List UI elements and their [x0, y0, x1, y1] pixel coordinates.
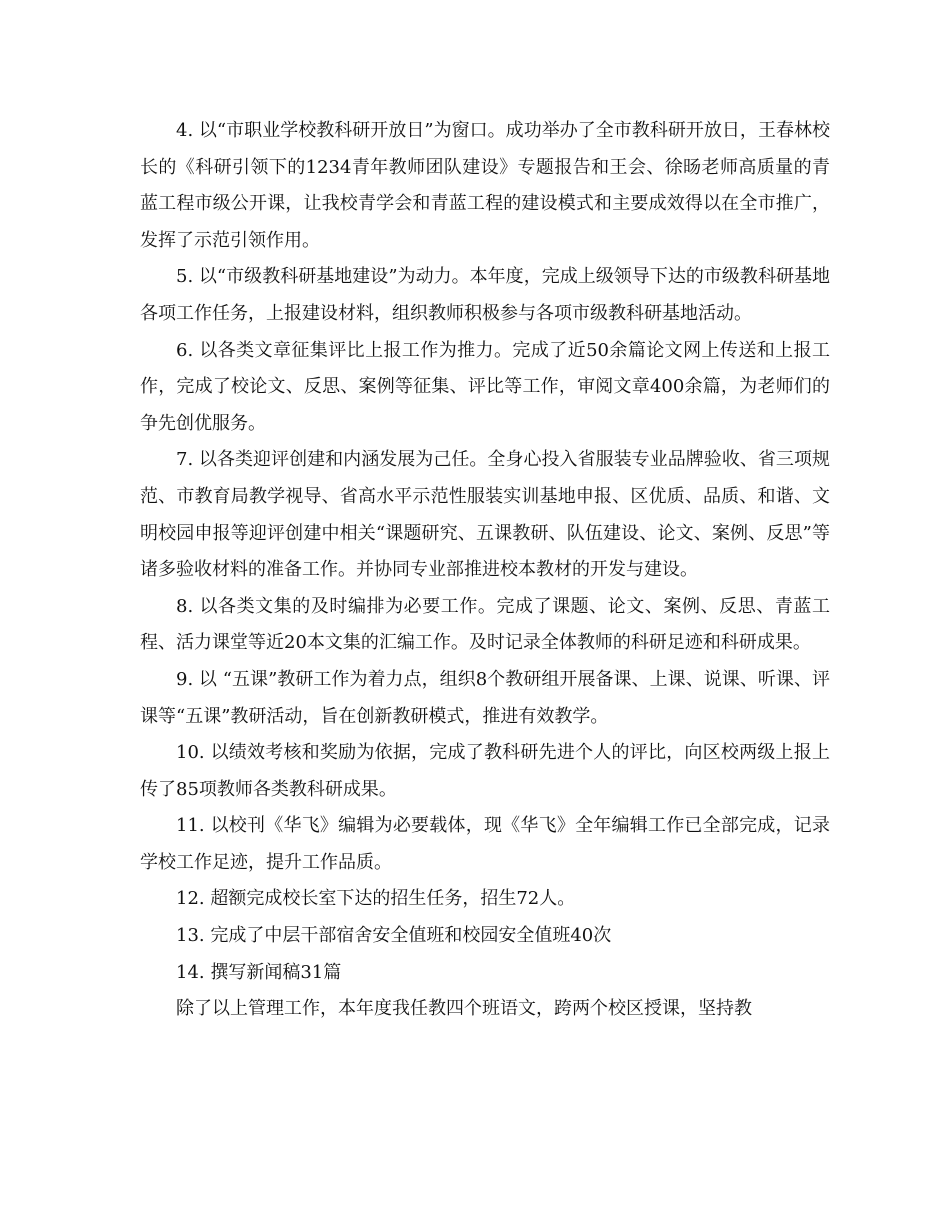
paragraph-item-10: 10. 以绩效考核和奖励为依据，完成了教科研先进个人的评比，向区校两级上报上传了85项教师各类教科研成果。	[140, 742, 830, 800]
paragraph-item-4: 4. 以“市职业学校教科研开放日”为窗口。成功举办了全市教科研开放日，王春林校长的《科研引领下的1234青年教师团队建设》专题报告和王会、徐旸老师高质量的青蓝工程市级公开课，让我校青学会和青蓝工程的建设模式和主要成效得以在全市推广，发挥了示范引领作用。	[140, 120, 830, 251]
paragraph-closing: 除了以上管理工作，本年度我任教四个班语文，跨两个校区授课，坚持教	[176, 998, 752, 1020]
paragraph-item-5: 5. 以“市级教科研基地建设”为动力。本年度，完成上级领导下达的市级教科研基地各项工作任务，上报建设材料，组织教师积极参与各项市级教科研基地活动。	[140, 266, 830, 324]
paragraph-item-14: 14. 撰写新闻稿31篇	[176, 961, 342, 983]
paragraph-item-9: 9. 以 “五课”教研工作为着力点，组织8个教研组开展备课、上课、说课、听课、评课等“五课”教研活动，旨在创新教研模式，推进有效教学。	[140, 668, 830, 727]
paragraph-item-12: 12. 超额完成校长室下达的招生任务，招生72人。	[176, 888, 576, 910]
paragraph-item-8: 8. 以各类文集的及时编排为必要工作。完成了课题、论文、案例、反思、青蓝工程、活力课堂等近20本文集的汇编工作。及时记录全体教师的科研足迹和科研成果。	[140, 595, 830, 654]
paragraph-item-7: 7. 以各类迎评创建和内涵发展为己任。全身心投入省服装专业品牌验收、省三项规范、市教育局教学视导、省高水平示范性服装实训基地申报、区优质、品质、和谐、文明校园申报等迎评创建中相关“课题研究、五课教研、队伍建设、论文、案例、反思”等诸多验收材料的准备工作。并协同专业部推进校本教材的开发与建设。	[140, 449, 830, 581]
paragraph-item-13: 13. 完成了中层干部宿舍安全值班和校园安全值班40次	[176, 925, 612, 947]
document-body	[140, 113, 830, 1028]
paragraph-item-6: 6. 以各类文章征集评比上报工作为推力。完成了近50余篇论文网上传送和上报工作，完成了校论文、反思、案例等征集、评比等工作，审阅文章400余篇，为老师们的争先创优服务。	[140, 339, 830, 434]
paragraph-item-11: 11. 以校刊《华飞》编辑为必要载体，现《华飞》全年编辑工作已全部完成，记录学校工作足迹，提升工作品质。	[140, 815, 830, 873]
